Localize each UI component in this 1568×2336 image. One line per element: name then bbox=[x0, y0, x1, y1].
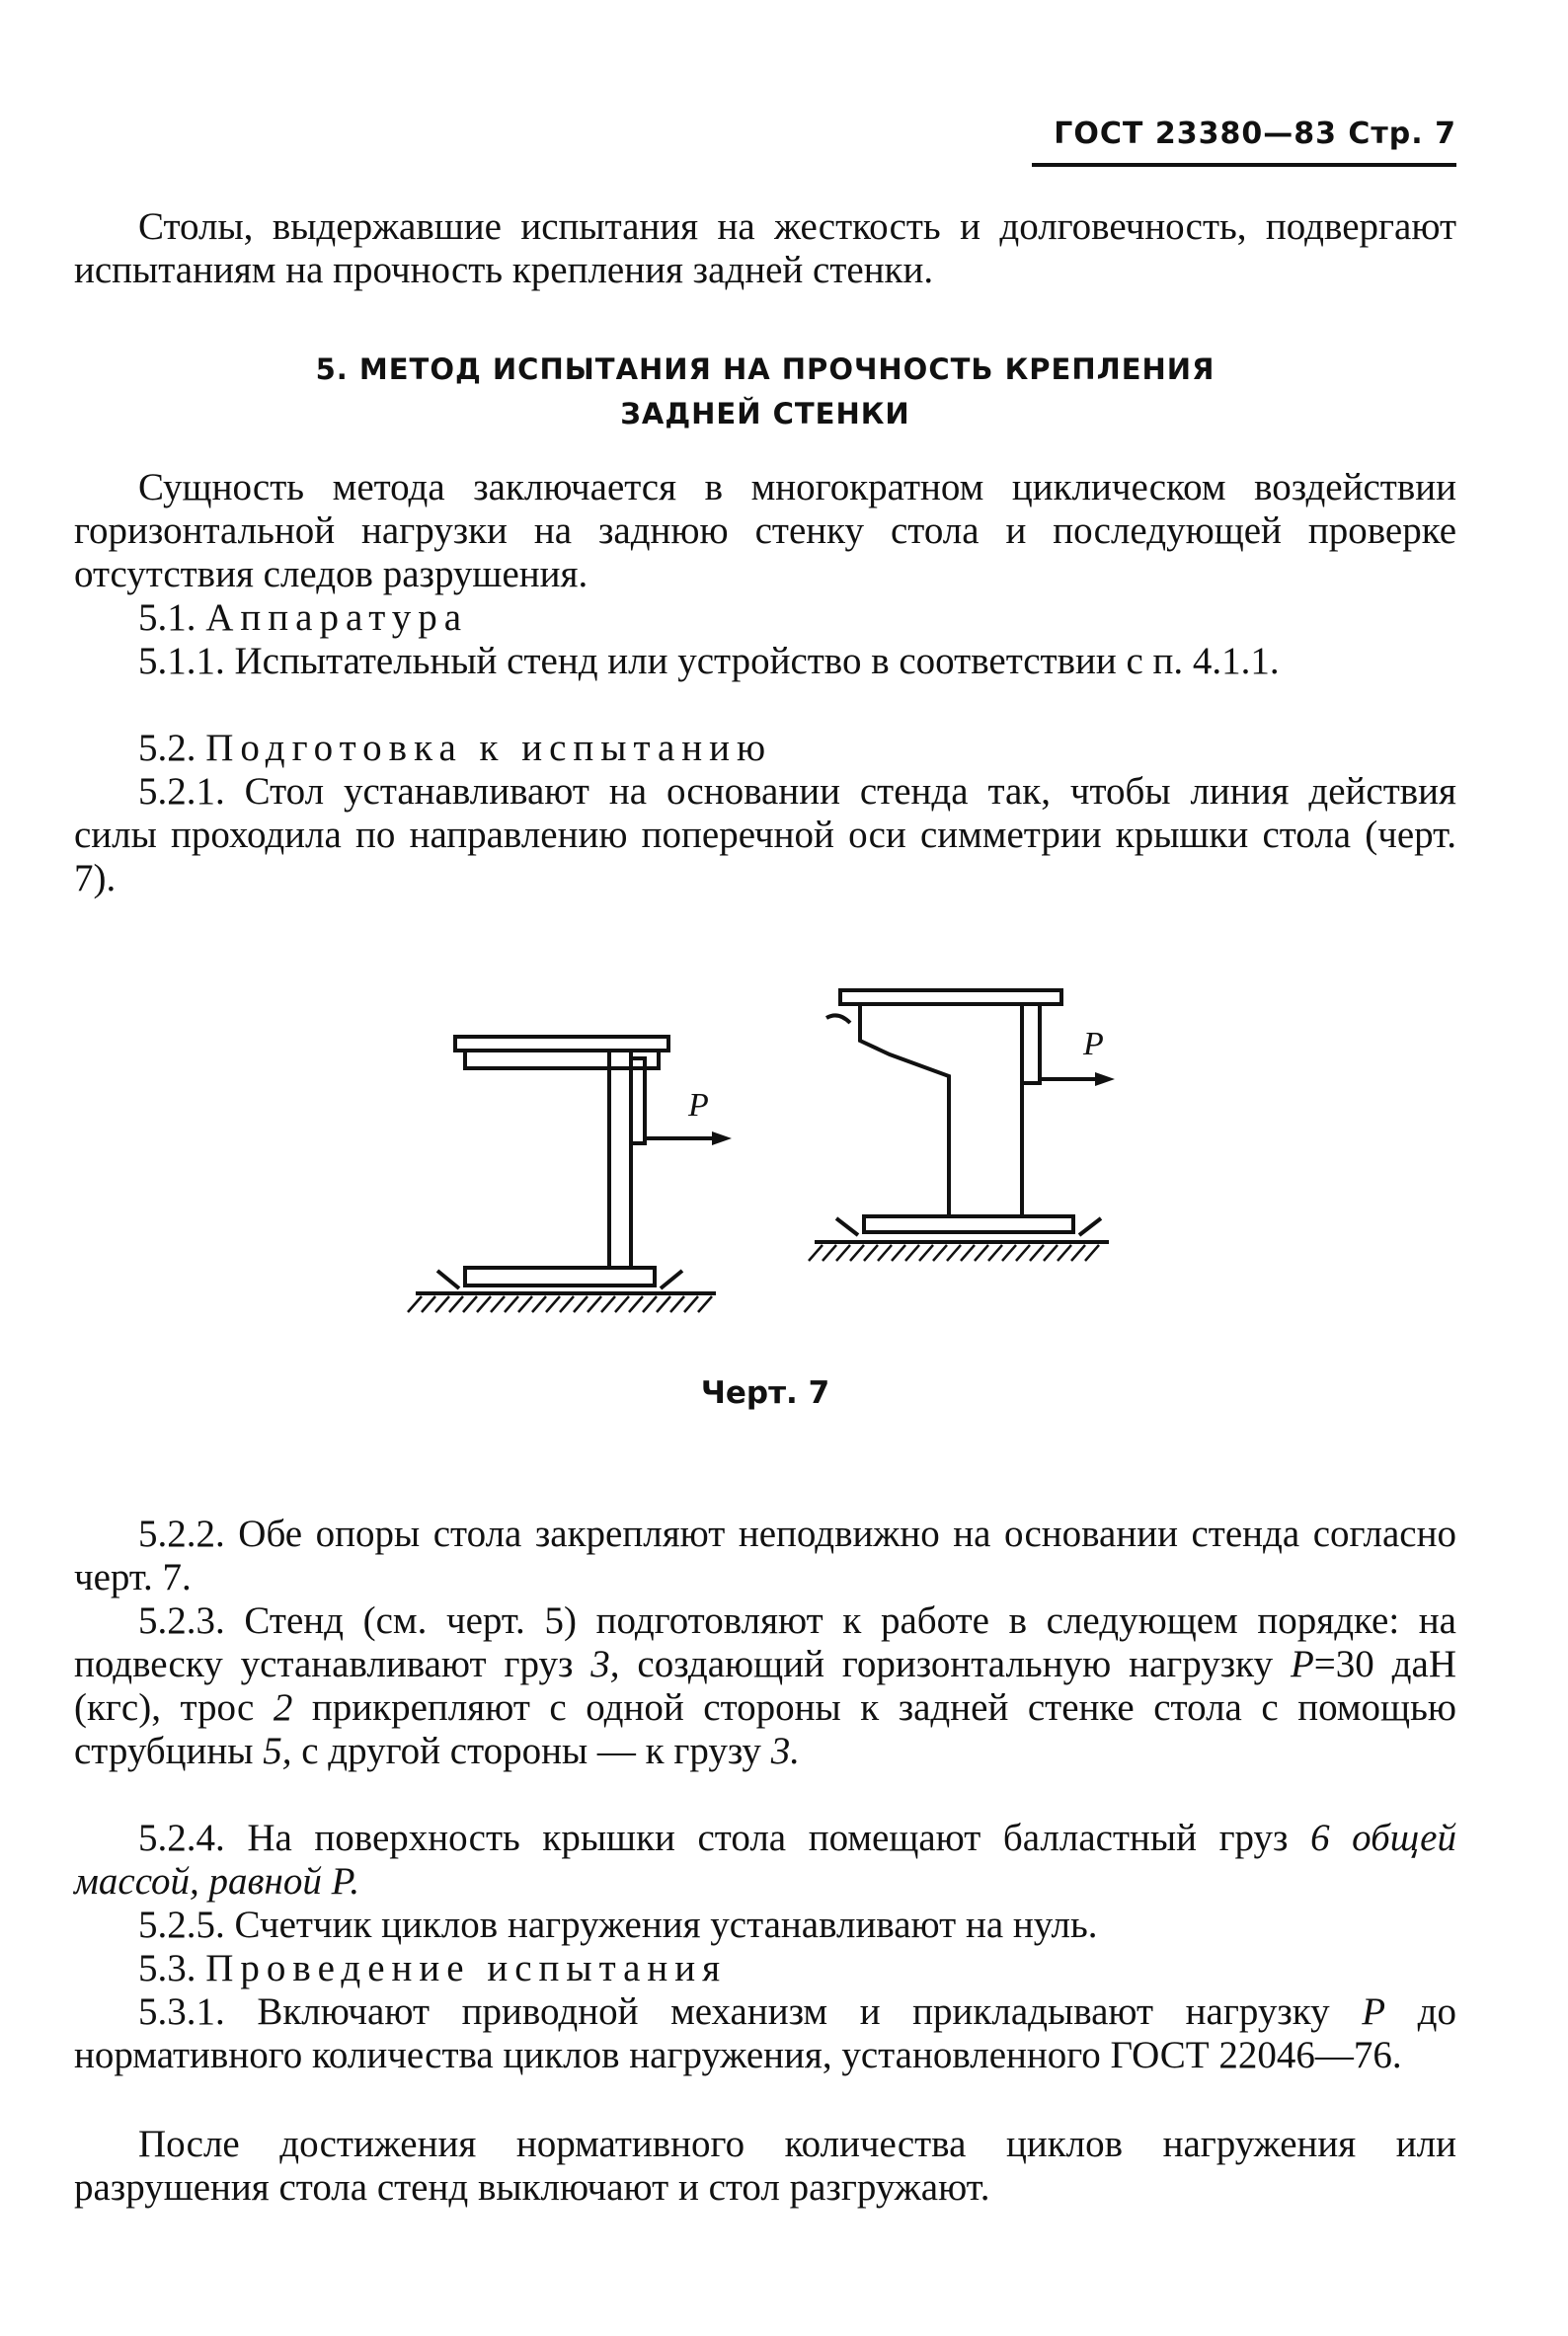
item-5-2-3-symbol-p: P bbox=[1290, 1643, 1314, 1685]
right-force-arrowhead bbox=[1095, 1072, 1115, 1086]
right-table-top bbox=[840, 990, 1061, 1004]
item-5-2-4-text-b: 6 общей массой, равной P. bbox=[74, 1817, 1456, 1903]
section-5-2-number: 5.2. bbox=[138, 727, 196, 769]
item-5-2-3-ref-5: 5, bbox=[263, 1730, 292, 1772]
item-5-3-1 bbox=[74, 1990, 1456, 2077]
left-table-top bbox=[455, 1037, 668, 1051]
section-5-title-line-1: 5. МЕТОД ИСПЫТАНИЯ НА ПРОЧНОСТЬ КРЕПЛЕНИЯ bbox=[315, 352, 1215, 386]
left-table-leg bbox=[609, 1051, 631, 1268]
section-5-1-title: Аппаратура bbox=[205, 596, 469, 639]
item-5-2-3-text-e: с другой стороны — к грузу bbox=[291, 1730, 771, 1772]
item-5-2-1: 5.2.1. Стол устанавливают на основании стенда так, чтобы линия действия силы проходила по направлению поперечной оси симметрии крышки стола (черт. 7). bbox=[74, 770, 1456, 899]
item-5-2-3 bbox=[74, 1599, 1456, 1773]
item-5-3-1-text-b: до нормативного количества циклов нагружения, установленного ГОСТ 22046—76. bbox=[74, 1990, 1457, 2076]
page-header: ГОСТ 23380—83 Стр. 7 bbox=[1054, 117, 1456, 151]
right-force-label: P bbox=[1083, 1026, 1104, 1062]
section-5-1-heading bbox=[74, 596, 1456, 640]
section-5-2-title: Подготовка к испытанию bbox=[205, 727, 773, 769]
right-back-panel bbox=[1022, 1004, 1040, 1083]
section-5-3-heading bbox=[74, 1947, 1456, 1990]
section-5-3-number: 5.3. bbox=[138, 1947, 196, 1989]
item-5-3-1-symbol-p: P bbox=[1362, 1990, 1386, 2033]
left-force-arrowhead bbox=[712, 1131, 732, 1145]
drawing-7 bbox=[74, 977, 1456, 1353]
header-rule bbox=[1032, 163, 1456, 167]
item-5-1-1: 5.1.1. Испытательный стенд или устройство в соответствии с п. 4.1.1. bbox=[138, 640, 1280, 682]
right-clamp-right bbox=[1079, 1218, 1101, 1235]
left-base-support bbox=[465, 1268, 655, 1285]
right-ballast-mark bbox=[826, 1015, 850, 1023]
right-base-support bbox=[864, 1216, 1073, 1232]
section-5-1-number: 5.1. bbox=[138, 596, 196, 639]
item-5-2-5: 5.2.5. Счетчик циклов нагружения устанавливают на нуль. bbox=[138, 1904, 1098, 1946]
item-5-2-3-ref-2: 2 bbox=[273, 1686, 293, 1729]
left-clamp-right bbox=[661, 1271, 682, 1288]
item-5-2-2: 5.2.2. Обе опоры стола закрепляют неподвижно на основании стенда согласно черт. 7. bbox=[74, 1513, 1456, 1598]
item-5-2-3-text-a: 5.2.3. Стенд (см. черт. 5) подготовляют к работе в следующем порядке: на подвеску устанавливают груз bbox=[74, 1599, 1456, 1685]
intro-paragraph: Столы, выдержавшие испытания на жесткость и долговечность, подвергают испытаниям на прочность крепления задней стенки. bbox=[74, 205, 1456, 291]
right-table-figure bbox=[815, 990, 1109, 1242]
left-clamp-left bbox=[437, 1271, 459, 1288]
item-5-2-3-ref-3: 3, bbox=[590, 1643, 620, 1685]
section-5-3-title: Проведение испытания bbox=[205, 1947, 728, 1989]
figure-caption: Черт. 7 bbox=[700, 1375, 830, 1411]
section-5-2-heading bbox=[74, 727, 1456, 770]
section-5-title-line-2: ЗАДНЕЙ СТЕНКИ bbox=[620, 397, 910, 430]
document-page bbox=[74, 0, 1456, 2336]
item-5-2-4-text-a: 5.2.4. На поверхность крышки стола помещают балластный груз bbox=[138, 1817, 1311, 1859]
final-paragraph: После достижения нормативного количества циклов нагружения или разрушения стола стенд выключают и стол разгружают. bbox=[74, 2123, 1456, 2209]
left-table-figure bbox=[416, 1037, 718, 1293]
hatching bbox=[408, 1245, 1099, 1312]
item-5-2-3-text-d: прикрепляют с одной стороны к задней стенке стола с помощью струбцины bbox=[74, 1686, 1457, 1772]
right-pedestal bbox=[860, 1004, 1022, 1216]
section-5-essence: Сущность метода заключается в многократном циклическом воздействии горизонтальной нагрузки на заднюю стенку стола и последующей проверке отсутствия следов разрушения. bbox=[74, 466, 1456, 595]
item-5-2-3-text-c: =30 даН (кгс), трос bbox=[74, 1643, 1456, 1729]
item-5-2-3-ref-3b: 3. bbox=[770, 1730, 800, 1772]
item-5-2-4 bbox=[74, 1817, 1456, 1904]
item-5-2-3-text-b: создающий горизонтальную нагрузку bbox=[619, 1643, 1291, 1685]
right-clamp-left bbox=[836, 1218, 858, 1235]
left-force-label: P bbox=[688, 1087, 709, 1124]
left-back-panel bbox=[631, 1058, 645, 1143]
item-5-3-1-text-a: 5.3.1. Включают приводной механизм и прикладывают нагрузку bbox=[138, 1990, 1363, 2033]
